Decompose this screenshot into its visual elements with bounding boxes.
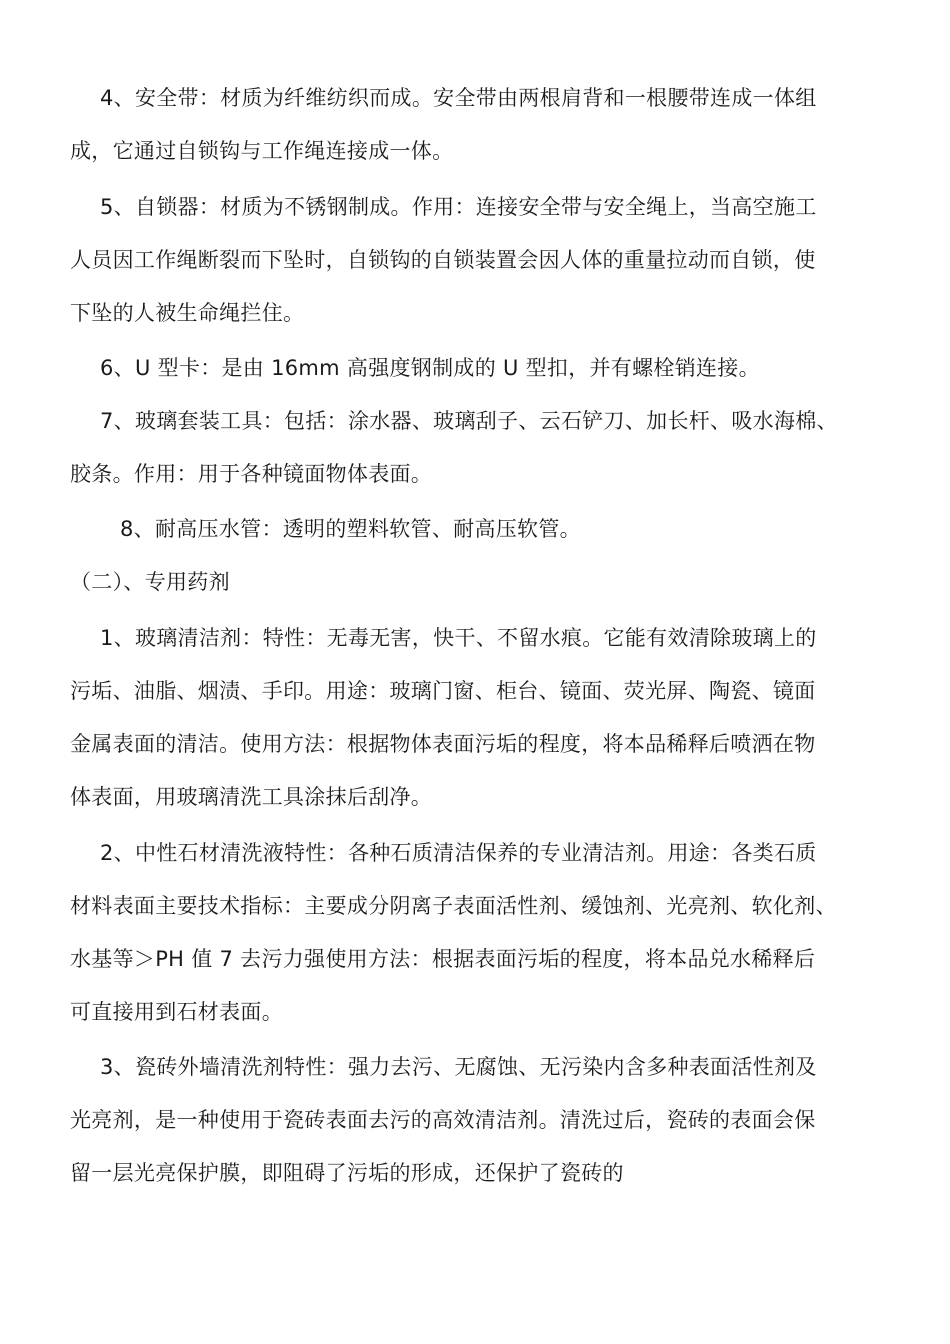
text-line: 人员因工作绳断裂而下坠时，自锁钩的自锁装置会因人体的重量拉动而自锁，使 [70,248,816,272]
text-line: 材料表面主要技术指标：主要成分阴离子表面活性剂、缓蚀剂、光亮剂、软化剂、 [70,894,837,918]
paragraph-item-7 [70,395,880,501]
text-line: 污垢、油脂、烟渍、手印。用途：玻璃门窗、柜台、镜面、荧光屏、陶瓷、镜面 [70,679,816,703]
paragraph-item-8 [70,503,880,556]
paragraph-item-4 [70,72,880,178]
text-line: 光亮剂，是一种使用于瓷砖表面去污的高效清洁剂。清洗过后，瓷砖的表面会保 [70,1108,816,1132]
paragraph-agent-3 [70,1041,880,1200]
paragraph-item-6 [70,342,880,395]
text-line: 成，它通过自锁钩与工作绳连接成一体。 [70,139,454,163]
text-line: 体表面，用玻璃清洗工具涂抹后刮净。 [70,785,433,809]
text-line: 下坠的人被生命绳拦住。 [70,301,305,325]
text-line: 胶条。作用：用于各种镜面物体表面。 [70,462,433,486]
text-line: （二）、专用药剂 [70,570,230,594]
text-line: 水基等＞PH 值 7 去污力强使用方法：根据表面污垢的程度，将本品兑水稀释后 [70,947,816,971]
text-line: 留一层光亮保护膜，即阻碍了污垢的形成，还保护了瓷砖的 [70,1161,624,1185]
paragraph-agent-2 [70,827,880,1039]
text-line: 可直接用到石材表面。 [70,1000,283,1024]
text-line: 1、玻璃清洁剂：特性：无毒无害，快干、不留水痕。它能有效清除玻璃上的 [100,626,817,650]
text-line: 8、耐高压水管：透明的塑料软管、耐高压软管。 [120,517,581,541]
text-line: 3、瓷砖外墙清洗剂特性：强力去污、无腐蚀、无污染内含多种表面活性剂及 [100,1055,817,1079]
text-line: 金属表面的清洁。使用方法：根据物体表面污垢的程度，将本品稀释后喷洒在物 [70,732,816,756]
text-line: 4、安全带：材质为纤维纺织而成。安全带由两根肩背和一根腰带连成一体组 [100,86,817,110]
text-line: 5、自锁器：材质为不锈钢制成。作用：连接安全带与安全绳上，当高空施工 [100,195,817,219]
paragraph-item-5 [70,181,880,340]
text-line: 2、中性石材清洗液特性：各种石质清洁保养的专业清洁剂。用途：各类石质 [100,841,817,865]
text-line: 7、玻璃套装工具：包括：涂水器、玻璃刮子、云石铲刀、加长杆、吸水海棉、 [100,409,838,433]
text-line: 6、U 型卡：是由 16mm 高强度钢制成的 U 型扣，并有螺栓销连接。 [100,356,760,380]
paragraph-agent-1 [70,612,880,824]
section-heading [70,556,880,609]
